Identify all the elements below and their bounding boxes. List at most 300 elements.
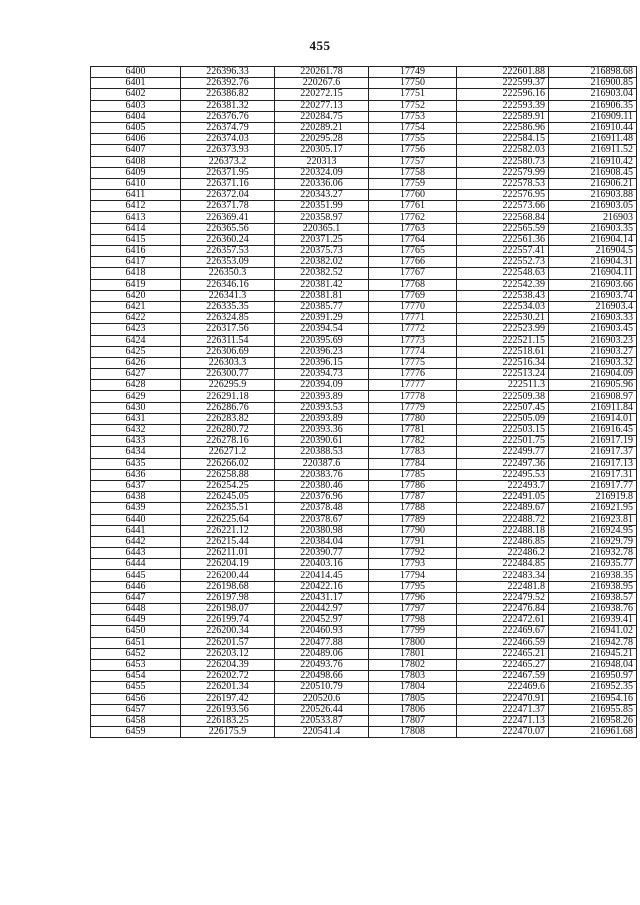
table-row xyxy=(91,548,637,559)
table-cell: 226198.07 xyxy=(181,604,275,615)
table-cell: 17760 xyxy=(369,190,457,201)
table-cell: 222516.34 xyxy=(457,357,549,368)
table-cell: 226341.3 xyxy=(181,290,275,301)
table-cell: 222503.15 xyxy=(457,425,549,436)
table-cell: 6449 xyxy=(91,615,181,626)
table-cell: 220493.76 xyxy=(275,659,369,670)
table-cell: 220380.46 xyxy=(275,480,369,491)
table-cell: 226278.16 xyxy=(181,436,275,447)
table-row xyxy=(91,492,637,503)
table-cell: 222472.61 xyxy=(457,615,549,626)
table-row xyxy=(91,201,637,212)
table-row xyxy=(91,715,637,726)
table-cell: 222488.72 xyxy=(457,514,549,525)
table-cell: 220313 xyxy=(275,156,369,167)
table-cell: 17772 xyxy=(369,324,457,335)
table-cell: 216911.84 xyxy=(549,402,637,413)
table-cell: 216924.95 xyxy=(549,525,637,536)
table-cell: 6423 xyxy=(91,324,181,335)
table-cell: 226199.74 xyxy=(181,615,275,626)
table-cell: 220324.09 xyxy=(275,167,369,178)
table-cell: 226350.3 xyxy=(181,268,275,279)
table-cell: 216929.79 xyxy=(549,536,637,547)
table-cell: 216900.85 xyxy=(549,78,637,89)
table-cell: 6424 xyxy=(91,335,181,346)
table-row xyxy=(91,268,637,279)
table-row xyxy=(91,514,637,525)
table-cell: 220460.93 xyxy=(275,626,369,637)
table-cell: 220358.97 xyxy=(275,212,369,223)
table-cell: 222471.37 xyxy=(457,704,549,715)
table-cell: 222561.36 xyxy=(457,234,549,245)
table-cell: 222530.21 xyxy=(457,313,549,324)
table-cell: 216910.44 xyxy=(549,122,637,133)
table-cell: 220526.44 xyxy=(275,704,369,715)
table-cell: 222593.39 xyxy=(457,100,549,111)
table-row xyxy=(91,78,637,89)
table-cell: 222484.85 xyxy=(457,559,549,570)
table-cell: 17749 xyxy=(369,67,457,78)
table-cell: 6404 xyxy=(91,111,181,122)
table-cell: 222511.3 xyxy=(457,380,549,391)
table-cell: 216938.57 xyxy=(549,592,637,603)
table-cell: 216952.35 xyxy=(549,682,637,693)
table-cell: 222493.7 xyxy=(457,480,549,491)
table-cell: 222565.59 xyxy=(457,223,549,234)
table-cell: 216916.45 xyxy=(549,425,637,436)
table-cell: 17782 xyxy=(369,436,457,447)
table-cell: 216955.85 xyxy=(549,704,637,715)
table-cell: 17768 xyxy=(369,279,457,290)
table-cell: 220382.02 xyxy=(275,257,369,268)
table-cell: 222548.63 xyxy=(457,268,549,279)
table-cell: 6443 xyxy=(91,548,181,559)
table-cell: 226266.02 xyxy=(181,458,275,469)
table-cell: 222576.95 xyxy=(457,190,549,201)
table-cell: 226371.78 xyxy=(181,201,275,212)
table-cell: 216903.66 xyxy=(549,279,637,290)
table-cell: 216904.14 xyxy=(549,234,637,245)
table-cell: 6416 xyxy=(91,246,181,257)
table-row xyxy=(91,626,637,637)
table-row xyxy=(91,290,637,301)
table-row xyxy=(91,480,637,491)
table-cell: 220489.06 xyxy=(275,648,369,659)
table-cell: 17804 xyxy=(369,682,457,693)
table-row xyxy=(91,100,637,111)
table-cell: 216898.68 xyxy=(549,67,637,78)
table-cell: 226245.05 xyxy=(181,492,275,503)
table-cell: 6407 xyxy=(91,145,181,156)
table-cell: 216945.21 xyxy=(549,648,637,659)
table-cell: 17756 xyxy=(369,145,457,156)
table-cell: 222579.99 xyxy=(457,167,549,178)
table-cell: 222481.8 xyxy=(457,581,549,592)
table-cell: 220382.52 xyxy=(275,268,369,279)
table-row xyxy=(91,324,637,335)
table-cell: 17771 xyxy=(369,313,457,324)
table-cell: 220393.36 xyxy=(275,425,369,436)
table-cell: 6442 xyxy=(91,536,181,547)
table-cell: 222538.43 xyxy=(457,290,549,301)
table-cell: 6419 xyxy=(91,279,181,290)
table-cell: 226280.72 xyxy=(181,425,275,436)
table-cell: 222469.6 xyxy=(457,682,549,693)
table-cell: 17791 xyxy=(369,536,457,547)
table-cell: 222523.99 xyxy=(457,324,549,335)
table-row xyxy=(91,536,637,547)
table-cell: 17764 xyxy=(369,234,457,245)
table-cell: 216908.45 xyxy=(549,167,637,178)
table-cell: 6458 xyxy=(91,715,181,726)
table-cell: 216938.35 xyxy=(549,570,637,581)
table-row xyxy=(91,89,637,100)
table-row xyxy=(91,727,637,738)
table-cell: 226203.12 xyxy=(181,648,275,659)
table-cell: 222495.53 xyxy=(457,469,549,480)
table-cell: 220396.15 xyxy=(275,357,369,368)
table-body xyxy=(91,67,637,738)
table-row xyxy=(91,402,637,413)
table-cell: 6408 xyxy=(91,156,181,167)
table-cell: 6430 xyxy=(91,402,181,413)
table-row xyxy=(91,413,637,424)
table-cell: 17786 xyxy=(369,480,457,491)
table-cell: 216910.42 xyxy=(549,156,637,167)
table-cell: 220395.69 xyxy=(275,335,369,346)
table-cell: 222552.73 xyxy=(457,257,549,268)
table-cell: 220390.61 xyxy=(275,436,369,447)
table-cell: 222568.84 xyxy=(457,212,549,223)
table-cell: 222596.16 xyxy=(457,89,549,100)
table-cell: 6451 xyxy=(91,637,181,648)
table-row xyxy=(91,503,637,514)
table-cell: 226346.16 xyxy=(181,279,275,290)
table-cell: 6421 xyxy=(91,301,181,312)
table-cell: 17762 xyxy=(369,212,457,223)
table-cell: 216941.02 xyxy=(549,626,637,637)
table-cell: 226225.64 xyxy=(181,514,275,525)
table-row xyxy=(91,570,637,581)
table-cell: 17806 xyxy=(369,704,457,715)
table-cell: 6403 xyxy=(91,100,181,111)
table-cell: 216950.97 xyxy=(549,671,637,682)
table-cell: 226193.56 xyxy=(181,704,275,715)
table-cell: 220261.78 xyxy=(275,67,369,78)
table-cell: 216903.74 xyxy=(549,290,637,301)
table-cell: 17801 xyxy=(369,648,457,659)
table-cell: 17800 xyxy=(369,637,457,648)
table-cell: 6409 xyxy=(91,167,181,178)
table-row xyxy=(91,704,637,715)
table-cell: 6420 xyxy=(91,290,181,301)
table-cell: 6434 xyxy=(91,447,181,458)
table-cell: 216954.16 xyxy=(549,693,637,704)
table-cell: 17758 xyxy=(369,167,457,178)
table-cell: 222489.67 xyxy=(457,503,549,514)
table-cell: 220371.25 xyxy=(275,234,369,245)
table-cell: 220394.54 xyxy=(275,324,369,335)
table-cell: 216903.05 xyxy=(549,201,637,212)
table-cell: 17805 xyxy=(369,693,457,704)
table-cell: 17766 xyxy=(369,257,457,268)
table-cell: 220384.04 xyxy=(275,536,369,547)
table-cell: 216906.21 xyxy=(549,178,637,189)
table-cell: 222599.37 xyxy=(457,78,549,89)
table-row xyxy=(91,391,637,402)
table-cell: 6446 xyxy=(91,581,181,592)
table-cell: 226215.44 xyxy=(181,536,275,547)
table-cell: 216909.11 xyxy=(549,111,637,122)
table-cell: 6450 xyxy=(91,626,181,637)
table-cell: 6440 xyxy=(91,514,181,525)
table-cell: 220380.98 xyxy=(275,525,369,536)
table-cell: 222521.15 xyxy=(457,335,549,346)
table-cell: 226175.9 xyxy=(181,727,275,738)
table-cell: 6439 xyxy=(91,503,181,514)
table-cell: 226258.88 xyxy=(181,469,275,480)
table-cell: 216906.35 xyxy=(549,100,637,111)
table-cell: 6457 xyxy=(91,704,181,715)
table-cell: 220477.88 xyxy=(275,637,369,648)
table-cell: 222578.53 xyxy=(457,178,549,189)
table-cell: 226200.34 xyxy=(181,626,275,637)
table-cell: 216908.97 xyxy=(549,391,637,402)
table-cell: 226303.3 xyxy=(181,357,275,368)
table-cell: 226211.01 xyxy=(181,548,275,559)
table-cell: 17753 xyxy=(369,111,457,122)
table-cell: 220381.81 xyxy=(275,290,369,301)
table-cell: 226392.76 xyxy=(181,78,275,89)
table-cell: 226373.2 xyxy=(181,156,275,167)
table-cell: 17774 xyxy=(369,346,457,357)
table-cell: 6422 xyxy=(91,313,181,324)
table-row xyxy=(91,279,637,290)
table-cell: 222505.09 xyxy=(457,413,549,424)
table-cell: 222542.39 xyxy=(457,279,549,290)
table-cell: 222465.21 xyxy=(457,648,549,659)
table-cell: 220378.48 xyxy=(275,503,369,514)
table-cell: 226295.9 xyxy=(181,380,275,391)
table-cell: 216903 xyxy=(549,212,637,223)
table-cell: 220393.53 xyxy=(275,402,369,413)
table-cell: 226317.56 xyxy=(181,324,275,335)
table-cell: 17769 xyxy=(369,290,457,301)
table-row xyxy=(91,425,637,436)
table-row xyxy=(91,525,637,536)
table-cell: 220385.77 xyxy=(275,301,369,312)
table-cell: 226357.53 xyxy=(181,246,275,257)
table-cell: 216904.09 xyxy=(549,369,637,380)
table-cell: 216948.04 xyxy=(549,659,637,670)
table-row xyxy=(91,447,637,458)
table-cell: 17775 xyxy=(369,357,457,368)
table-cell: 226376.76 xyxy=(181,111,275,122)
table-cell: 17798 xyxy=(369,615,457,626)
table-cell: 220403.16 xyxy=(275,559,369,570)
page-number: 455 xyxy=(309,38,331,53)
table-cell: 6448 xyxy=(91,604,181,615)
table-cell: 220277.13 xyxy=(275,100,369,111)
table-cell: 226204.19 xyxy=(181,559,275,570)
table-cell: 226235.51 xyxy=(181,503,275,514)
table-cell: 226372.04 xyxy=(181,190,275,201)
table-row xyxy=(91,671,637,682)
table-cell: 226324.85 xyxy=(181,313,275,324)
table-cell: 222584.15 xyxy=(457,134,549,145)
table-cell: 226373.93 xyxy=(181,145,275,156)
table-cell: 220390.77 xyxy=(275,548,369,559)
table-cell: 6425 xyxy=(91,346,181,357)
table-cell: 220336.06 xyxy=(275,178,369,189)
table-cell: 6453 xyxy=(91,659,181,670)
table-cell: 6410 xyxy=(91,178,181,189)
table-cell: 222518.61 xyxy=(457,346,549,357)
table-cell: 17757 xyxy=(369,156,457,167)
table-cell: 220393.89 xyxy=(275,391,369,402)
table-cell: 17785 xyxy=(369,469,457,480)
table-cell: 226183.25 xyxy=(181,715,275,726)
table-cell: 220391.29 xyxy=(275,313,369,324)
table-cell: 17796 xyxy=(369,592,457,603)
table-row xyxy=(91,648,637,659)
table-cell: 222491.05 xyxy=(457,492,549,503)
table-cell: 226201.34 xyxy=(181,682,275,693)
table-cell: 222471.13 xyxy=(457,715,549,726)
table-cell: 216914.01 xyxy=(549,413,637,424)
table-cell: 222466.59 xyxy=(457,637,549,648)
table-cell: 17779 xyxy=(369,402,457,413)
table-cell: 216961.68 xyxy=(549,727,637,738)
table-cell: 222479.52 xyxy=(457,592,549,603)
table-cell: 216935.77 xyxy=(549,559,637,570)
table-cell: 17770 xyxy=(369,301,457,312)
table-cell: 216903.04 xyxy=(549,89,637,100)
table-cell: 17802 xyxy=(369,659,457,670)
table-cell: 17778 xyxy=(369,391,457,402)
table-cell: 6402 xyxy=(91,89,181,100)
table-row xyxy=(91,156,637,167)
table-cell: 216942.78 xyxy=(549,637,637,648)
table-cell: 17761 xyxy=(369,201,457,212)
table-cell: 220376.96 xyxy=(275,492,369,503)
table-cell: 220381.42 xyxy=(275,279,369,290)
table-cell: 220422.16 xyxy=(275,581,369,592)
table-cell: 17752 xyxy=(369,100,457,111)
table-cell: 220267.6 xyxy=(275,78,369,89)
table-cell: 6426 xyxy=(91,357,181,368)
table-cell: 226198.68 xyxy=(181,581,275,592)
table-cell: 226369.41 xyxy=(181,212,275,223)
table-cell: 222469.67 xyxy=(457,626,549,637)
table-cell: 222465.27 xyxy=(457,659,549,670)
table-row xyxy=(91,178,637,189)
table-cell: 222488.18 xyxy=(457,525,549,536)
table-cell: 216903.35 xyxy=(549,223,637,234)
table-cell: 220289.21 xyxy=(275,122,369,133)
table-cell: 6459 xyxy=(91,727,181,738)
table-cell: 216917.13 xyxy=(549,458,637,469)
table-cell: 222582.03 xyxy=(457,145,549,156)
table-cell: 17759 xyxy=(369,178,457,189)
table-cell: 222589.91 xyxy=(457,111,549,122)
table-cell: 17750 xyxy=(369,78,457,89)
table-row xyxy=(91,637,637,648)
table-row xyxy=(91,223,637,234)
table-cell: 17767 xyxy=(369,268,457,279)
table-cell: 222497.36 xyxy=(457,458,549,469)
table-cell: 220383.76 xyxy=(275,469,369,480)
table-cell: 17777 xyxy=(369,380,457,391)
table-cell: 6414 xyxy=(91,223,181,234)
table-cell: 6452 xyxy=(91,648,181,659)
table-cell: 6405 xyxy=(91,122,181,133)
table-cell: 226371.16 xyxy=(181,178,275,189)
table-cell: 220533.87 xyxy=(275,715,369,726)
table-cell: 216903.88 xyxy=(549,190,637,201)
table-cell: 220365.1 xyxy=(275,223,369,234)
table-cell: 220387.6 xyxy=(275,458,369,469)
table-cell: 6454 xyxy=(91,671,181,682)
table-row xyxy=(91,145,637,156)
table-cell: 216938.76 xyxy=(549,604,637,615)
table-cell: 226371.95 xyxy=(181,167,275,178)
table-cell: 6401 xyxy=(91,78,181,89)
table-cell: 6435 xyxy=(91,458,181,469)
table-cell: 216917.37 xyxy=(549,447,637,458)
table-cell: 216903.33 xyxy=(549,313,637,324)
table-cell: 6432 xyxy=(91,425,181,436)
table-cell: 222483.34 xyxy=(457,570,549,581)
table-cell: 6428 xyxy=(91,380,181,391)
table-cell: 17787 xyxy=(369,492,457,503)
table-cell: 6431 xyxy=(91,413,181,424)
table-row xyxy=(91,659,637,670)
table-cell: 222509.38 xyxy=(457,391,549,402)
table-cell: 216939.41 xyxy=(549,615,637,626)
table-cell: 216938.95 xyxy=(549,581,637,592)
table-cell: 216919.8 xyxy=(549,492,637,503)
table-cell: 220393.89 xyxy=(275,413,369,424)
table-row xyxy=(91,67,637,78)
table-cell: 222486.2 xyxy=(457,548,549,559)
table-cell: 17794 xyxy=(369,570,457,581)
table-cell: 216904.5 xyxy=(549,246,637,257)
table-row xyxy=(91,604,637,615)
table-row xyxy=(91,122,637,133)
table-cell: 17780 xyxy=(369,413,457,424)
table-cell: 220284.75 xyxy=(275,111,369,122)
table-cell: 226306.69 xyxy=(181,346,275,357)
table-cell: 226386.82 xyxy=(181,89,275,100)
table-row xyxy=(91,111,637,122)
table-cell: 6447 xyxy=(91,592,181,603)
table-cell: 222601.88 xyxy=(457,67,549,78)
table-row xyxy=(91,335,637,346)
table-row xyxy=(91,615,637,626)
table-cell: 216905.96 xyxy=(549,380,637,391)
table-cell: 17793 xyxy=(369,559,457,570)
table-cell: 222501.75 xyxy=(457,436,549,447)
table-cell: 226202.72 xyxy=(181,671,275,682)
table-cell: 220343.27 xyxy=(275,190,369,201)
table-cell: 17781 xyxy=(369,425,457,436)
table-cell: 216903.27 xyxy=(549,346,637,357)
table-row xyxy=(91,134,637,145)
table-cell: 17783 xyxy=(369,447,457,458)
table-cell: 226254.25 xyxy=(181,480,275,491)
table-cell: 226374.03 xyxy=(181,134,275,145)
